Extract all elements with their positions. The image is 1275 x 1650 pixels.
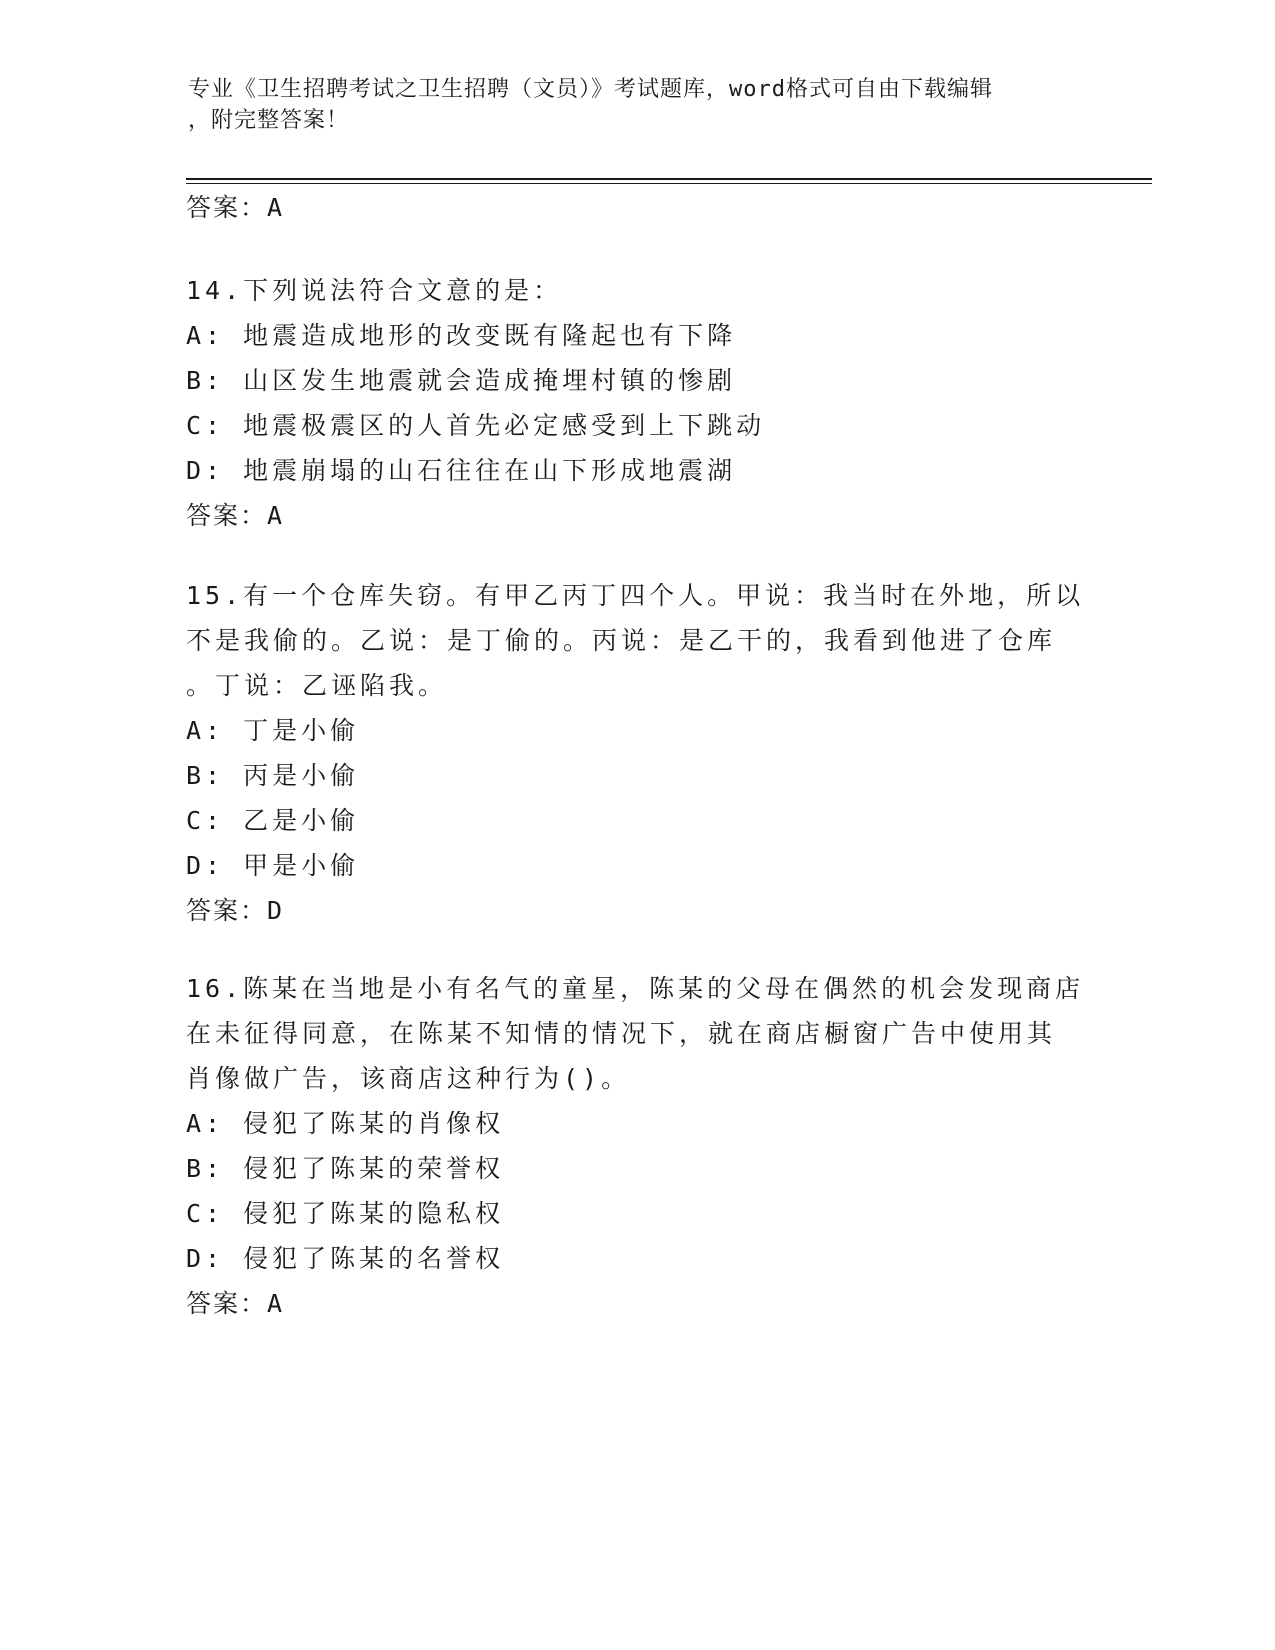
header-line-1: 专业《卫生招聘考试之卫生招聘（文员）》考试题库，word格式可自由下载编辑 — [188, 77, 993, 102]
answer-value: A — [267, 1289, 285, 1318]
page-header — [188, 74, 1088, 136]
option-d: D: 甲是小偷 — [186, 851, 360, 880]
header-divider-thick — [186, 178, 1152, 180]
question-stem-line: 16.陈某在当地是小有名气的童星，陈某的父母在偶然的机会发现商店 — [186, 974, 1085, 1003]
answer-label: 答案： — [186, 896, 268, 925]
question-16 — [186, 966, 1084, 1326]
option-d: D: 地震崩塌的山石往往在山下形成地震湖 — [186, 456, 737, 485]
question-stem-line: 不是我偷的。乙说：是丁偷的。丙说：是乙干的，我看到他进了仓库 — [186, 626, 1057, 655]
answer-line — [186, 888, 1084, 933]
option-b: B: 侵犯了陈某的荣誉权 — [186, 1154, 505, 1183]
option-d: D: 侵犯了陈某的名誉权 — [186, 1244, 505, 1273]
option-b: B: 丙是小偷 — [186, 761, 360, 790]
question-15 — [186, 573, 1084, 933]
answer-line-top — [186, 185, 284, 230]
question-stem-line: 。丁说：乙诬陷我。 — [186, 671, 448, 700]
option-c: C: 乙是小偷 — [186, 806, 360, 835]
answer-line — [186, 493, 765, 538]
option-a: A: 地震造成地形的改变既有隆起也有下降 — [186, 321, 737, 350]
question-stem-line: 在未征得同意，在陈某不知情的情况下，就在商店橱窗广告中使用其 — [186, 1019, 1057, 1048]
answer-label: 答案： — [186, 193, 268, 222]
option-b: B: 山区发生地震就会造成掩埋村镇的惨剧 — [186, 366, 737, 395]
answer-label: 答案： — [186, 501, 268, 530]
option-c: C: 地震极震区的人首先必定感受到上下跳动 — [186, 411, 766, 440]
question-stem-line: 14.下列说法符合文意的是： — [186, 276, 563, 305]
answer-value: A — [267, 501, 285, 530]
question-14 — [186, 268, 765, 538]
header-line-2: ，附完整答案！ — [188, 108, 350, 133]
answer-line — [186, 1281, 1084, 1326]
question-stem-line: 肖像做广告，该商店这种行为()。 — [186, 1064, 631, 1093]
answer-label: 答案： — [186, 1289, 268, 1318]
header-divider-thin — [186, 183, 1152, 184]
option-a: A: 侵犯了陈某的肖像权 — [186, 1109, 505, 1138]
option-a: A: 丁是小偷 — [186, 716, 360, 745]
answer-value: D — [267, 896, 285, 925]
question-stem-line: 15.有一个仓库失窃。有甲乙丙丁四个人。甲说：我当时在外地，所以 — [186, 581, 1085, 610]
answer-value: A — [267, 193, 285, 222]
option-c: C: 侵犯了陈某的隐私权 — [186, 1199, 505, 1228]
